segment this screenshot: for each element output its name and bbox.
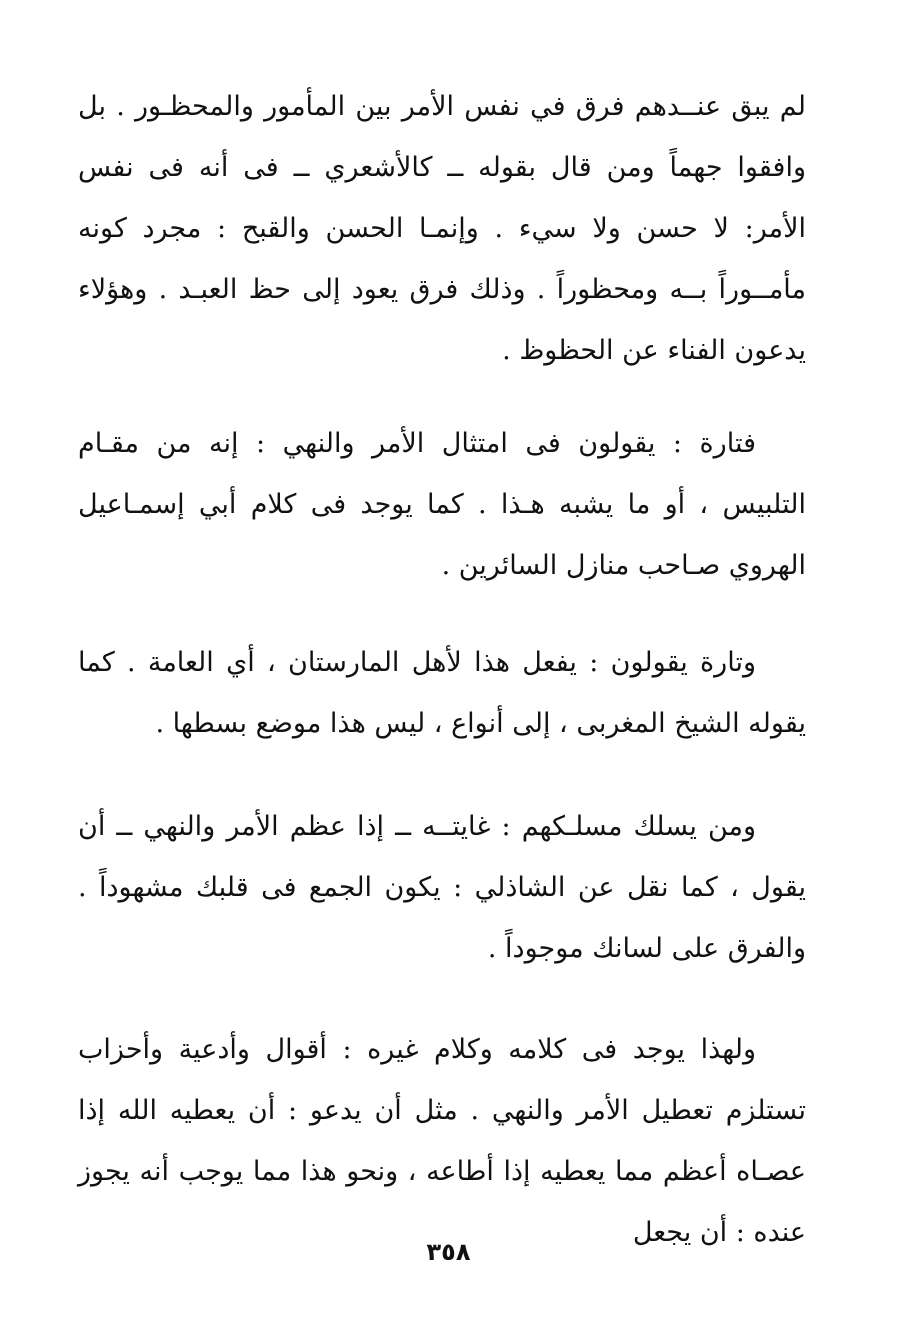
- paragraph-1: لم يبق عنــدهم فرق في نفس الأمر بين المأمور والمحظـور . بل وافقوا جهماً ومن قال بقوله ــ كالأشعري ــ فى أنه فى نفس الأمر: لا حسن ولا سيء . وإنمـا الحسن والقبح : مجرد كونه مأمــوراً بــه ومحظوراً . وذلك فرق يعود إلى حظ العبـد . وهؤلاء يدعون الفناء عن الحظوظ .: [78, 91, 806, 366]
- page-number: ٣٥٨: [426, 1238, 471, 1266]
- paragraph-3: وتارة يقولون : يفعل هذا لأهل المارستان ، أي العامة . كما يقوله الشيخ المغربى ، إلى أنواع ، ليس هذا موضع بسطها .: [78, 647, 806, 739]
- body-text: [78, 76, 806, 1263]
- paragraph-4: ومن يسلك مسلـكهم : غايتــه ــ إذا عظم الأمر والنهي ــ أن يقول ، كما نقل عن الشاذلي : يكون الجمع فى قلبك مشهوداً . والفرق على لسانك موجوداً .: [78, 811, 806, 964]
- paragraph-2: فتارة : يقولون فى امتثال الأمر والنهي : إنه من مقـام التلبيس ، أو ما يشبه هـذا . كما يوجد فى كلام أبي إسمـاعيل الهروي صـاحب منازل السائرين .: [78, 428, 806, 581]
- paragraph-5: ولهذا يوجد فى كلامه وكلام غيره : أقوال وأدعية وأحزاب تستلزم تعطيل الأمر والنهي . مثل أن يدعو : أن يعطيه الله إذا عصـاه أعظم مما يعطيه إذا أطاعه ، ونحو هذا مما يوجب أنه يجوز عنده : أن يجعل: [78, 1034, 806, 1248]
